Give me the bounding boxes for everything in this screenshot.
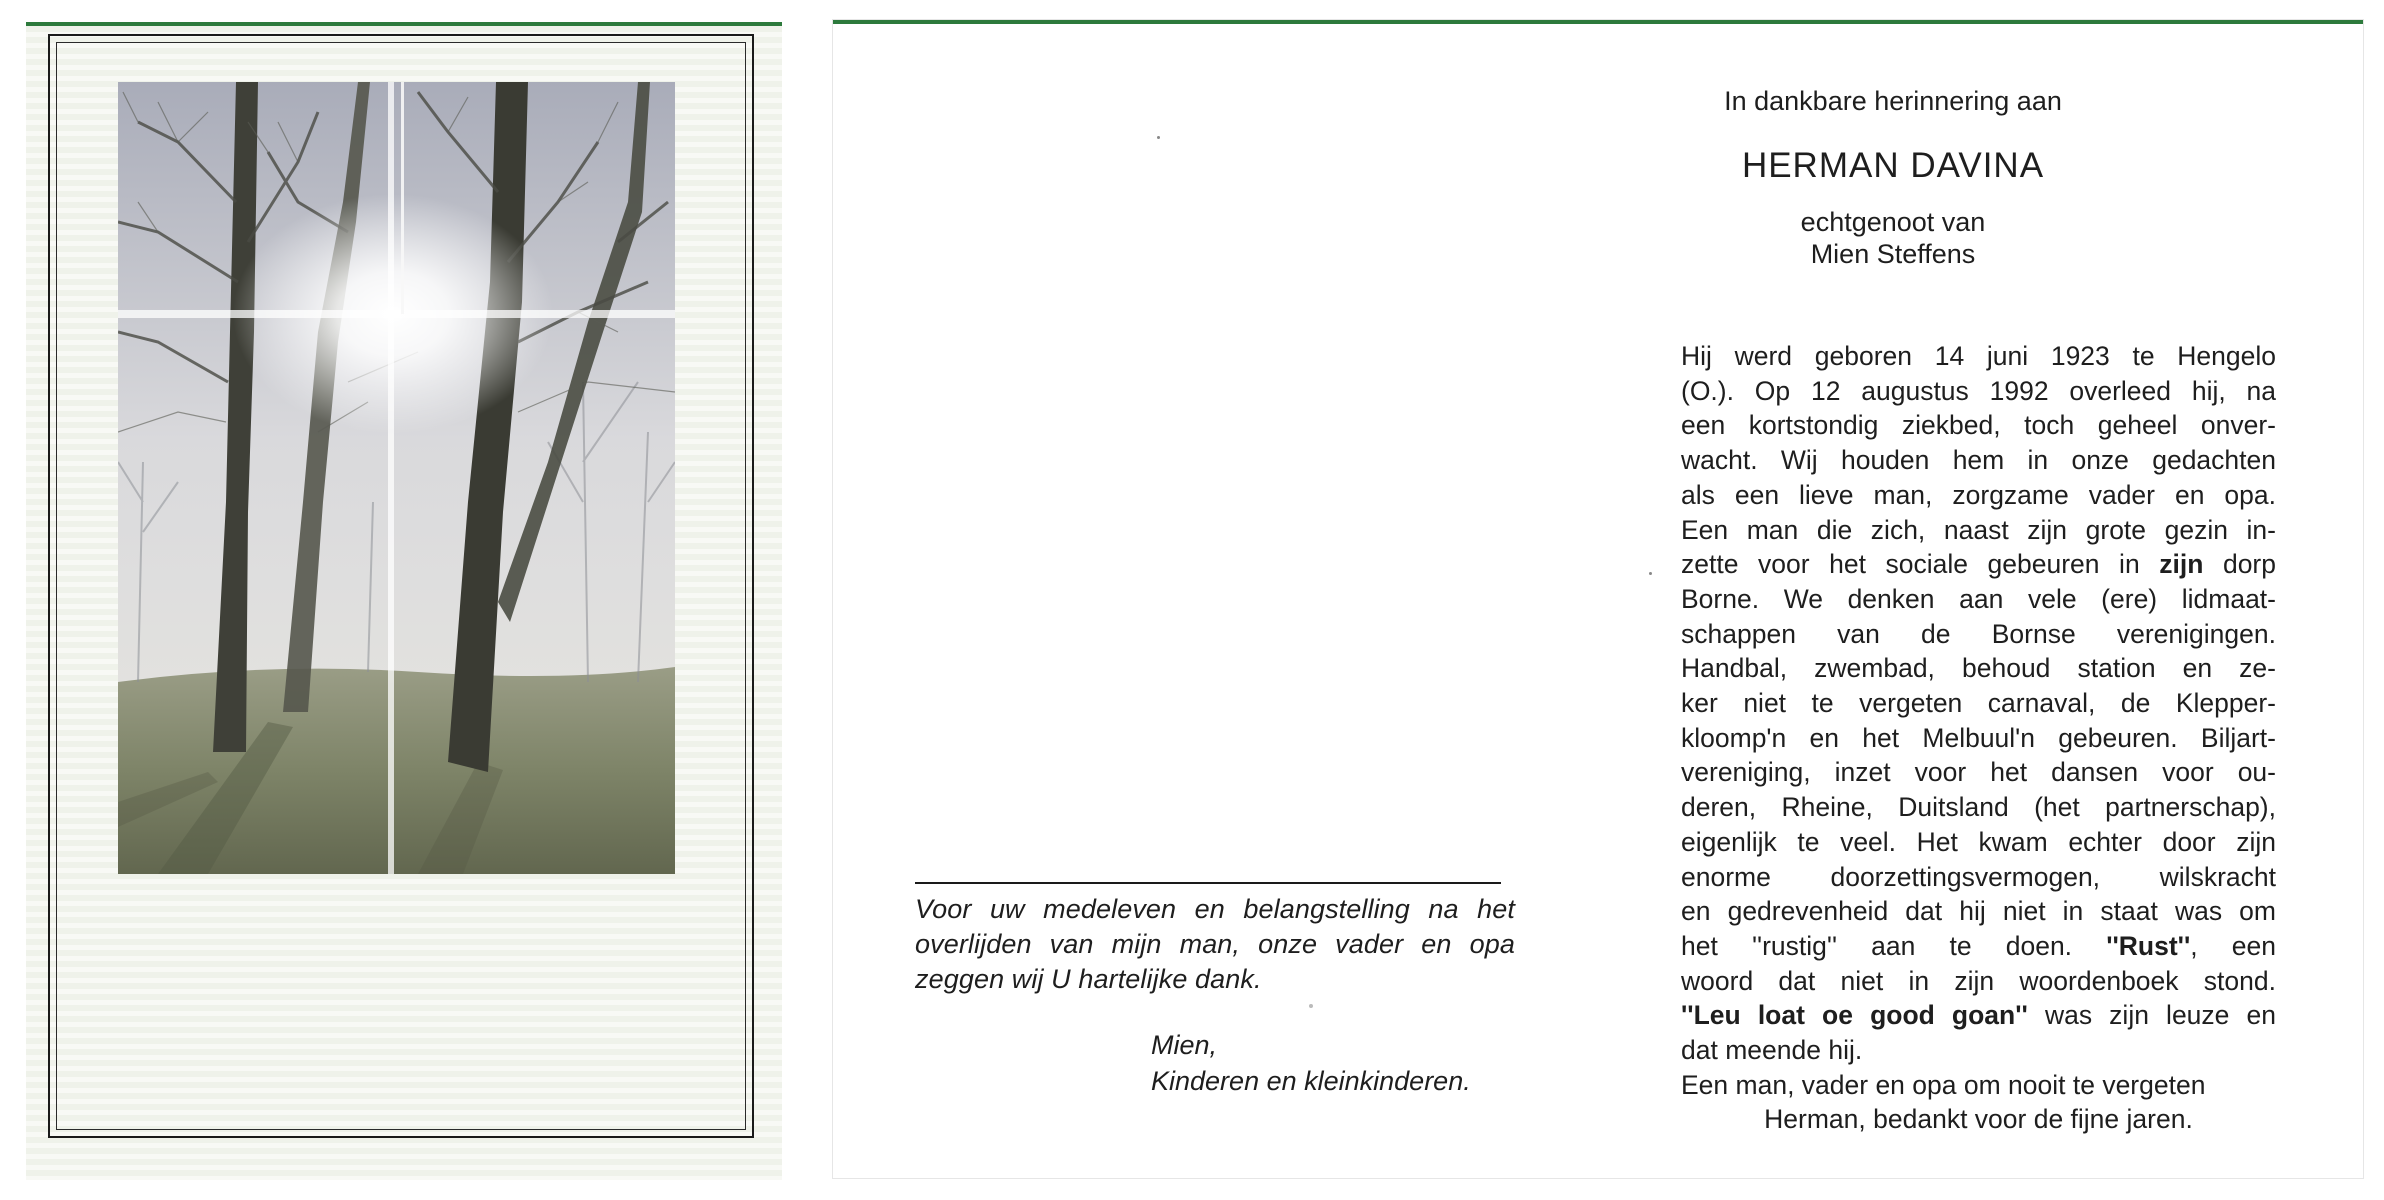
spouse-label: echtgenoot van	[1800, 207, 1986, 237]
bio-line	[1681, 998, 2276, 1033]
bio-emphasis: ''Leu loat oe good goan''	[1681, 1000, 2028, 1031]
intro-text: In dankbare herinnering aan	[1724, 86, 2062, 116]
bio-line: (O.). Op 12 augustus 1992 overleed hij, na	[1681, 375, 2276, 406]
signature-line-2: Kinderen en kleinkinderen.	[1151, 1066, 1471, 1096]
bio-line: vereniging, inzet voor het dansen voor ou-	[1681, 757, 2276, 788]
spouse-name: Mien Steffens	[1810, 239, 1976, 269]
bio-fragment: het ''rustig'' aan te doen.	[1681, 930, 2107, 961]
bio-line: eigenlijk te veel. Het kwam echter door zijn	[1681, 826, 2276, 857]
bio-emphasis: ''Rust''	[2106, 930, 2191, 961]
bio-line: woord dat niet in zijn woordenboek stond.	[1681, 965, 2276, 996]
bio-emphasis: zijn	[2159, 549, 2204, 580]
bio-fragment: , een	[2190, 930, 2276, 961]
bio-line: deren, Rheine, Duitsland (het partnerschap),	[1681, 792, 2276, 823]
bio-line: Een man, vader en opa om nooit te vergeten	[1681, 1069, 2206, 1100]
bio-line: als een lieve man, zorgzame vader en opa.	[1681, 479, 2276, 510]
biography-text	[1681, 339, 2276, 1137]
paper-speck	[1649, 572, 1652, 575]
forest-with-light-cross-icon	[118, 82, 675, 874]
bio-line: dat meende hij.	[1681, 1035, 1863, 1066]
bio-line: Een man die zich, naast zijn grote gezin in-	[1681, 514, 2276, 545]
memorial-header	[1593, 84, 2193, 270]
right-card-panel	[833, 20, 2363, 1178]
bio-line: schappen van de Bornse verenigingen.	[1681, 618, 2276, 649]
paper-speck	[1309, 1004, 1313, 1008]
left-card-panel	[26, 22, 782, 1180]
bio-line: en gedrevenheid dat hij niet in staat was om	[1681, 896, 2276, 927]
bio-line: een kortstondig ziekbed, toch geheel onver-	[1681, 410, 2276, 441]
bio-line: Hij werd geboren 14 juni 1923 te Hengelo	[1681, 341, 2276, 371]
bio-line	[1681, 547, 2276, 582]
deceased-name: HERMAN DAVINA	[1741, 146, 2045, 185]
signature-line-1: Mien,	[1151, 1030, 1218, 1060]
signature-block	[1151, 1027, 1471, 1099]
bio-fragment: was zijn leuze en	[2027, 1000, 2276, 1031]
bio-line: Handbal, zwembad, behoud station en ze-	[1681, 653, 2276, 684]
thanks-message: Voor uw medeleven en belangstelling na het overlijden van mijn man, onze vader en opa zeggen wij U hartelijke dank.	[915, 894, 1515, 994]
bio-line	[1681, 929, 2276, 964]
bio-fragment: zette voor het sociale gebeuren in	[1681, 549, 2160, 580]
bio-line: enorme doorzettingsvermogen, wilskracht	[1681, 861, 2276, 892]
bio-line: kloomp'n en het Melbuul'n gebeuren. Biljart-	[1681, 722, 2276, 753]
bio-line: Borne. We denken aan vele (ere) lidmaat-	[1681, 583, 2276, 614]
paper-speck	[1157, 136, 1160, 139]
bio-fragment: dorp	[2203, 549, 2276, 580]
bio-line: Herman, bedankt voor de fijne jaren.	[1764, 1104, 2193, 1135]
bio-line: wacht. Wij houden hem in onze gedachten	[1681, 445, 2276, 476]
thanks-divider	[915, 882, 1501, 884]
bio-line: ker niet te vergeten carnaval, de Klepper-	[1681, 688, 2276, 719]
